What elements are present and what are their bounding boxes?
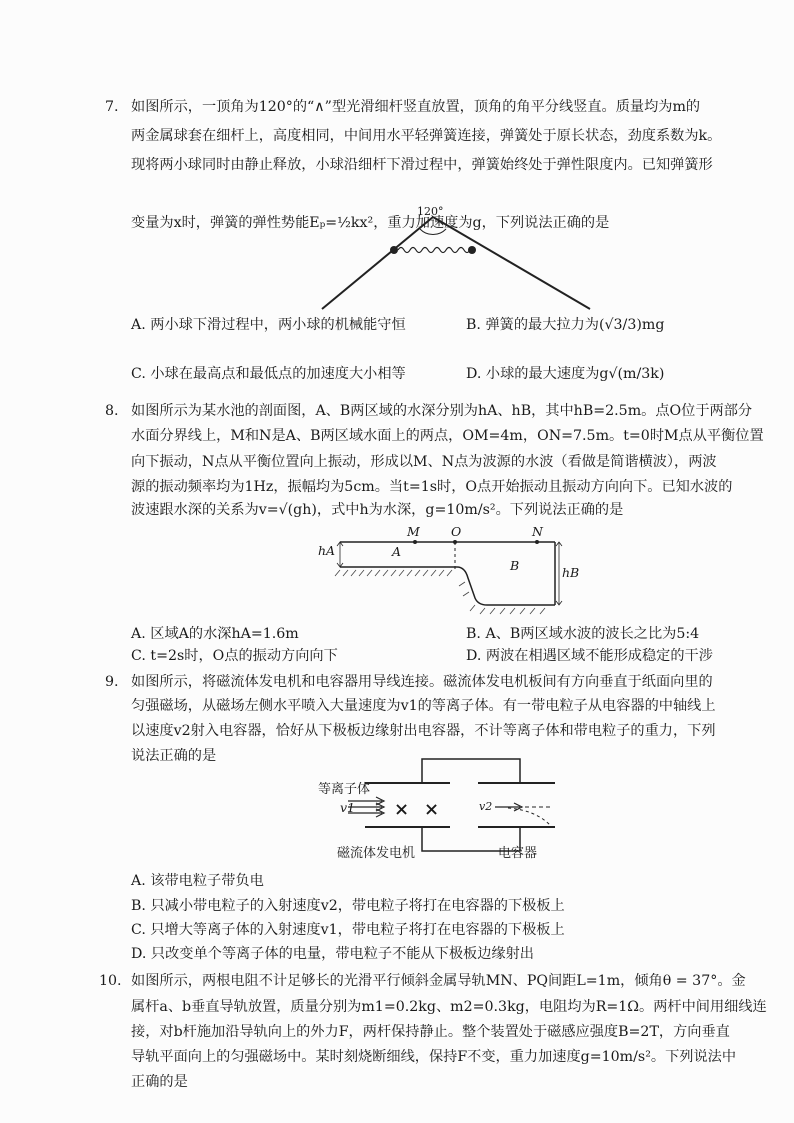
option-d: D. 小球的最大速度为g√(m/3k) [466,366,665,382]
left-ball [390,246,398,254]
v-rod-figure [310,205,610,315]
label-o: O [451,524,462,539]
angle-label: 120° [417,205,444,218]
question-number: 10. [99,973,122,989]
angle-arc [420,229,446,235]
question-text-line: 变量为x时，弹簧的弹性势能Eₚ=½kx²，重力加速度为g，下列说法正确的是 [131,215,610,231]
mhd-generator-figure [330,755,570,855]
question-text-line: 属杆a、b垂直导轨放置，质量分别为m1=0.2kg、m2=0.3kg，电阻均为R=1Ω。两杆中间用细线连 [131,999,767,1015]
question-number: 7. [105,99,119,115]
label-v2: v2 [479,800,493,813]
option-a: A. 区域A的水深hA=1.6m [131,626,299,642]
question-text-line: 波速跟水深的关系为v=√(gh)，式中h为水深，g=10m/s²。下列说法正确的是 [131,502,624,518]
label-plasma: 等离子体 [318,782,371,797]
option-b: B. A、B两区域水波的波长之比为5:4 [466,626,700,642]
option-c: C. 只增大等离子体的入射速度v1，带电粒子将打在电容器的下极板上 [131,922,565,938]
question-text-line: 向下振动，N点从平衡位置向上振动，形成以M、N点为波源的水波（看做是简谐横波），两波 [131,454,717,470]
question-text-line: 两金属球套在细杆上，高度相同，中间用水平轻弹簧连接，弹簧处于原长状态，劲度系数为k。 [131,128,722,144]
option-d: D. 只改变单个等离子体的电量，带电粒子不能从下极板边缘射出 [131,946,534,962]
top-wire [422,759,520,783]
question-text-line: 导轨平面向上的匀强磁场中。某时刻烧断细线，保持F不变，重力加速度g=10m/s²。下列说法中 [131,1049,737,1065]
option-b: B. 弹簧的最大拉力为(√3/3)mg [466,317,665,333]
label-region-a: A [392,544,402,559]
left-rod [322,217,433,309]
question-text-line: 如图所示为某水池的剖面图，A、B两区域的水深分别为hA、hB，其中hB=2.5m。点O位于两部分 [131,403,753,419]
label-hb: hB [562,565,580,580]
label-m: M [407,524,420,539]
question-text-line: 现将两小球同时由静止释放，小球沿细杆下滑过程中，弹簧始终处于弹性限度内。已知弹簧形 [131,157,713,173]
question-number: 8. [105,403,119,419]
question-text-line: 水面分界线上，M和N是A、B两区域水面上的两点，OM=4m，ON=7.5m。t=0时M点从平衡位置 [131,428,764,444]
question-text-line: 如图所示，一顶角为120°的“∧”型光滑细杆竖直放置，顶角的角平分线竖直。质量均为m的 [131,99,701,115]
option-a: A. 两小球下滑过程中，两小球的机械能守恒 [131,317,406,333]
point-o [453,540,457,544]
label-v1: v1 [340,800,356,815]
right-rod [433,217,590,309]
label-generator: 磁流体发电机 [337,846,416,861]
label-ha: hA [318,543,336,558]
option-c: C. 小球在最高点和最低点的加速度大小相等 [131,366,406,382]
spring [398,248,472,253]
magnetic-field-cross: × [424,799,440,820]
ground-hatching [335,570,545,614]
question-text-line: 如图所示，两根电阻不计足够长的光滑平行倾斜金属导轨MN、PQ间距L=1m，倾角θ = 37°。金 [131,973,746,989]
pool-figure [315,530,585,620]
question-text-line: 源的振动频率均为1Hz，振幅均为5cm。当t=1s时，O点开始振动且振动方向向下。已知水波的 [131,479,733,495]
question-text-line: 如图所示，将磁流体发电机和电容器用导线连接。磁流体发电机板间有方向垂直于纸面向里的 [131,674,713,690]
question-text-line: 匀强磁场，从磁场左侧水平喷入大量速度为v1的等离子体。有一带电粒子从电容器的中轴线上 [131,698,716,714]
question-text-line: 正确的是 [131,1074,188,1090]
question-number: 9. [105,674,119,690]
pool-bottom [340,567,555,605]
option-c: C. t=2s时，O点的振动方向向下 [131,648,338,664]
label-n: N [532,524,543,539]
label-capacitor: 电容器 [498,846,538,861]
option-b: B. 只减小带电粒子的入射速度v2，带电粒子将打在电容器的下极板上 [131,898,565,914]
point-m [413,540,417,544]
option-d: D. 两波在相遇区域不能形成稳定的干涉 [466,648,713,664]
question-text-line: 以速度v2射入电容器，恰好从下极板边缘射出电容器，不计等离子体和带电粒子的重力，下列 [131,723,716,739]
label-region-b: B [510,558,520,573]
question-text-line: 接，对b杆施加沿导轨向上的外力F，两杆保持静止。整个装置处于磁感应强度B=2T，方向垂直 [131,1024,730,1040]
question-text-line: 说法正确的是 [131,748,217,764]
option-a: A. 该带电粒子带负电 [131,873,264,889]
magnetic-field-cross: × [394,799,410,820]
point-n [535,540,539,544]
